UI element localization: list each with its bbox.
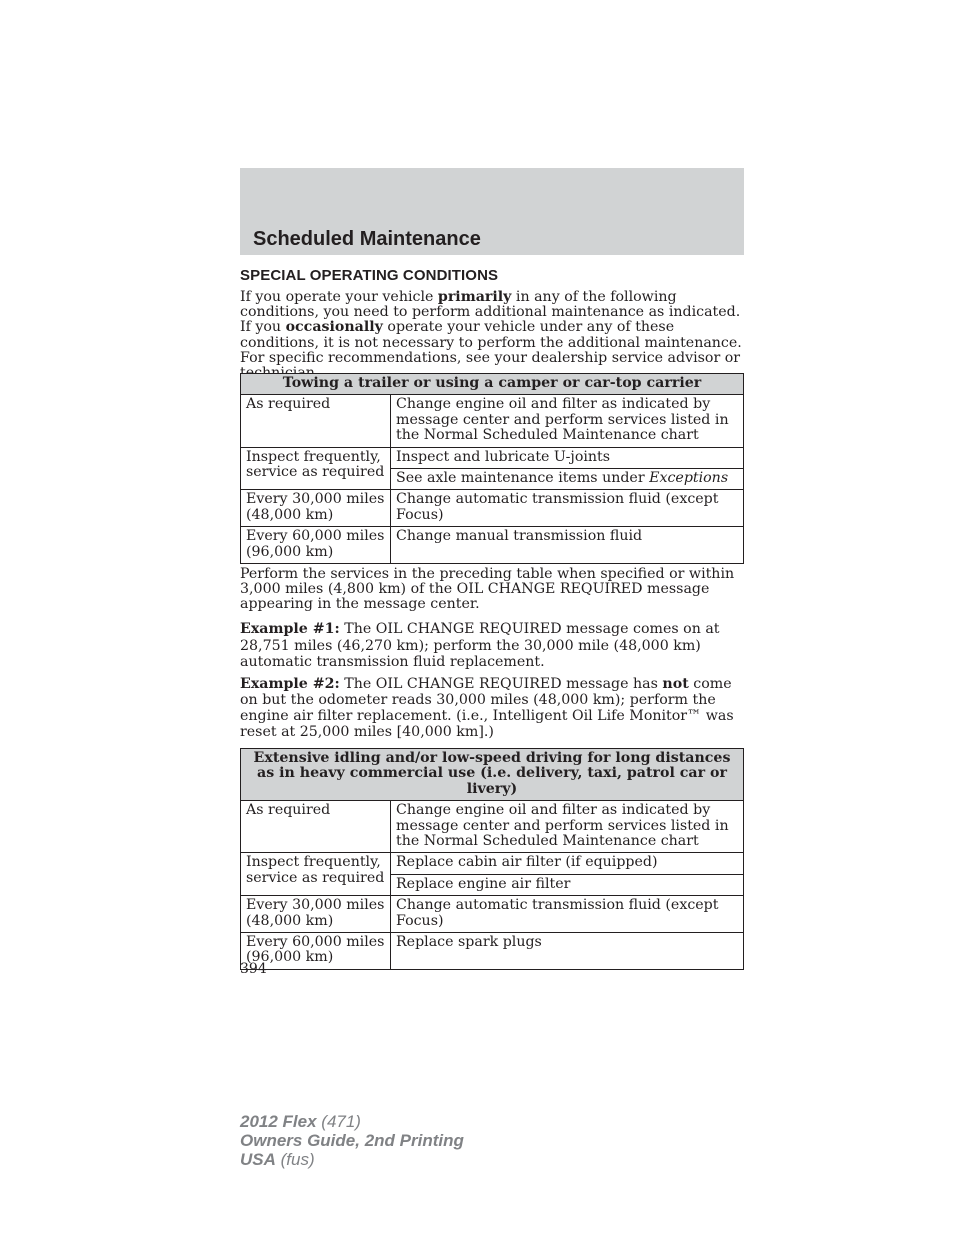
service-cell: Replace engine air filter <box>391 874 744 895</box>
service-cell: Change engine oil and filter as indicated by message center and perform services listed in the Normal Scheduled Maintenance chart <box>391 801 744 853</box>
section-title: Scheduled Maintenance <box>253 228 481 250</box>
example-2-text: come on but the odometer reads 30,000 miles (48,000 km); perform the engine air filter replacement. (i.e., Intelligent Oil Life Monitor™ was reset at 25,000 miles [40,000 km].) <box>240 676 734 740</box>
footer-guide-title: Owners Guide, 2nd Printing <box>240 1131 464 1150</box>
table-row <box>241 527 744 564</box>
example-1-paragraph <box>240 621 748 671</box>
service-text: See axle maintenance items under <box>396 470 650 487</box>
example-2-bold-not: not <box>662 676 689 692</box>
footer-line-market <box>240 1150 464 1169</box>
idling-maintenance-table <box>240 748 744 970</box>
table-row <box>241 853 744 874</box>
towing-maintenance-table <box>240 373 744 564</box>
table-header-row <box>241 374 744 395</box>
interval-cell: As required <box>241 395 391 447</box>
footer-market: USA <box>240 1150 276 1169</box>
service-cell: Inspect and lubricate U-joints <box>391 447 744 468</box>
table-row <box>241 933 744 970</box>
interval-cell: Every 60,000 miles (96,000 km) <box>241 527 391 564</box>
interval-cell: As required <box>241 801 391 853</box>
publication-footer <box>240 1112 464 1169</box>
exceptions-reference: Exceptions <box>649 470 729 487</box>
interval-cell: Every 30,000 miles (48,000 km) <box>241 490 391 527</box>
interval-cell: Inspect frequently, service as required <box>241 853 391 896</box>
intro-text: operate your vehicle under any of these conditions, it is not necessary to perform the additional maintenance. For specific recommendations, see your dealership service advisor or <box>240 319 742 366</box>
intro-text: If you operate your vehicle <box>240 289 438 305</box>
table-row <box>241 490 744 527</box>
interval-cell: Every 60,000 miles (96,000 km) <box>241 933 391 970</box>
subheading: SPECIAL OPERATING CONDITIONS <box>240 267 499 284</box>
table-row <box>241 801 744 853</box>
example-1-text: The OIL CHANGE REQUIRED message comes on at 28,751 miles (46,270 km); perform the 30,000 mile (48,000 km) automatic transmission fluid replacement. <box>240 621 720 670</box>
table-header: Towing a trailer or using a camper or car-top carrier <box>241 374 744 395</box>
service-cell: Change manual transmission fluid <box>391 527 744 564</box>
service-cell: Change automatic transmission fluid (except Focus) <box>391 490 744 527</box>
table-header-row <box>241 749 744 801</box>
interval-cell: Inspect frequently, service as required <box>241 447 391 490</box>
interval-cell: Every 30,000 miles (48,000 km) <box>241 896 391 933</box>
example-2-paragraph <box>240 676 748 740</box>
footer-model-code: (471) <box>316 1112 361 1131</box>
table-header: Extensive idling and/or low-speed driving for long distances as in heavy commercial use (i.e. delivery, taxi, patrol car or livery) <box>241 749 744 801</box>
section-header-band <box>240 168 744 255</box>
table-row <box>241 447 744 468</box>
example-2-label: Example #2: <box>240 676 340 692</box>
service-cell: Change engine oil and filter as indicated by message center and perform services listed in the Normal Scheduled Maintenance chart <box>391 395 744 447</box>
example-1-label: Example #1: <box>240 621 340 637</box>
footer-model: 2012 Flex <box>240 1112 317 1131</box>
intro-bold-occasionally: occasionally <box>285 319 383 336</box>
table-row <box>241 896 744 933</box>
service-cell: Replace cabin air filter (if equipped) <box>391 853 744 874</box>
service-cell: Change automatic transmission fluid (except Focus) <box>391 896 744 933</box>
intro-paragraph <box>240 290 748 381</box>
perform-paragraph: Perform the services in the preceding table when specified or within 3,000 miles (4,800 km) of the OIL CHANGE REQUIRED message appearing in the message center. <box>240 566 735 613</box>
footer-line-guide <box>240 1131 464 1150</box>
intro-bold-primarily: primarily <box>437 289 512 305</box>
page-number: 394 <box>240 961 267 977</box>
service-cell <box>391 469 744 490</box>
intro-text: in any of the following conditions, you need to perform additional maintenance as indicated. If you <box>240 289 741 336</box>
service-cell: Replace spark plugs <box>391 933 744 970</box>
table-row <box>241 395 744 447</box>
example-2-text: The OIL CHANGE REQUIRED message has <box>339 676 663 692</box>
footer-line-model <box>240 1112 464 1131</box>
footer-market-code: (fus) <box>275 1150 315 1169</box>
